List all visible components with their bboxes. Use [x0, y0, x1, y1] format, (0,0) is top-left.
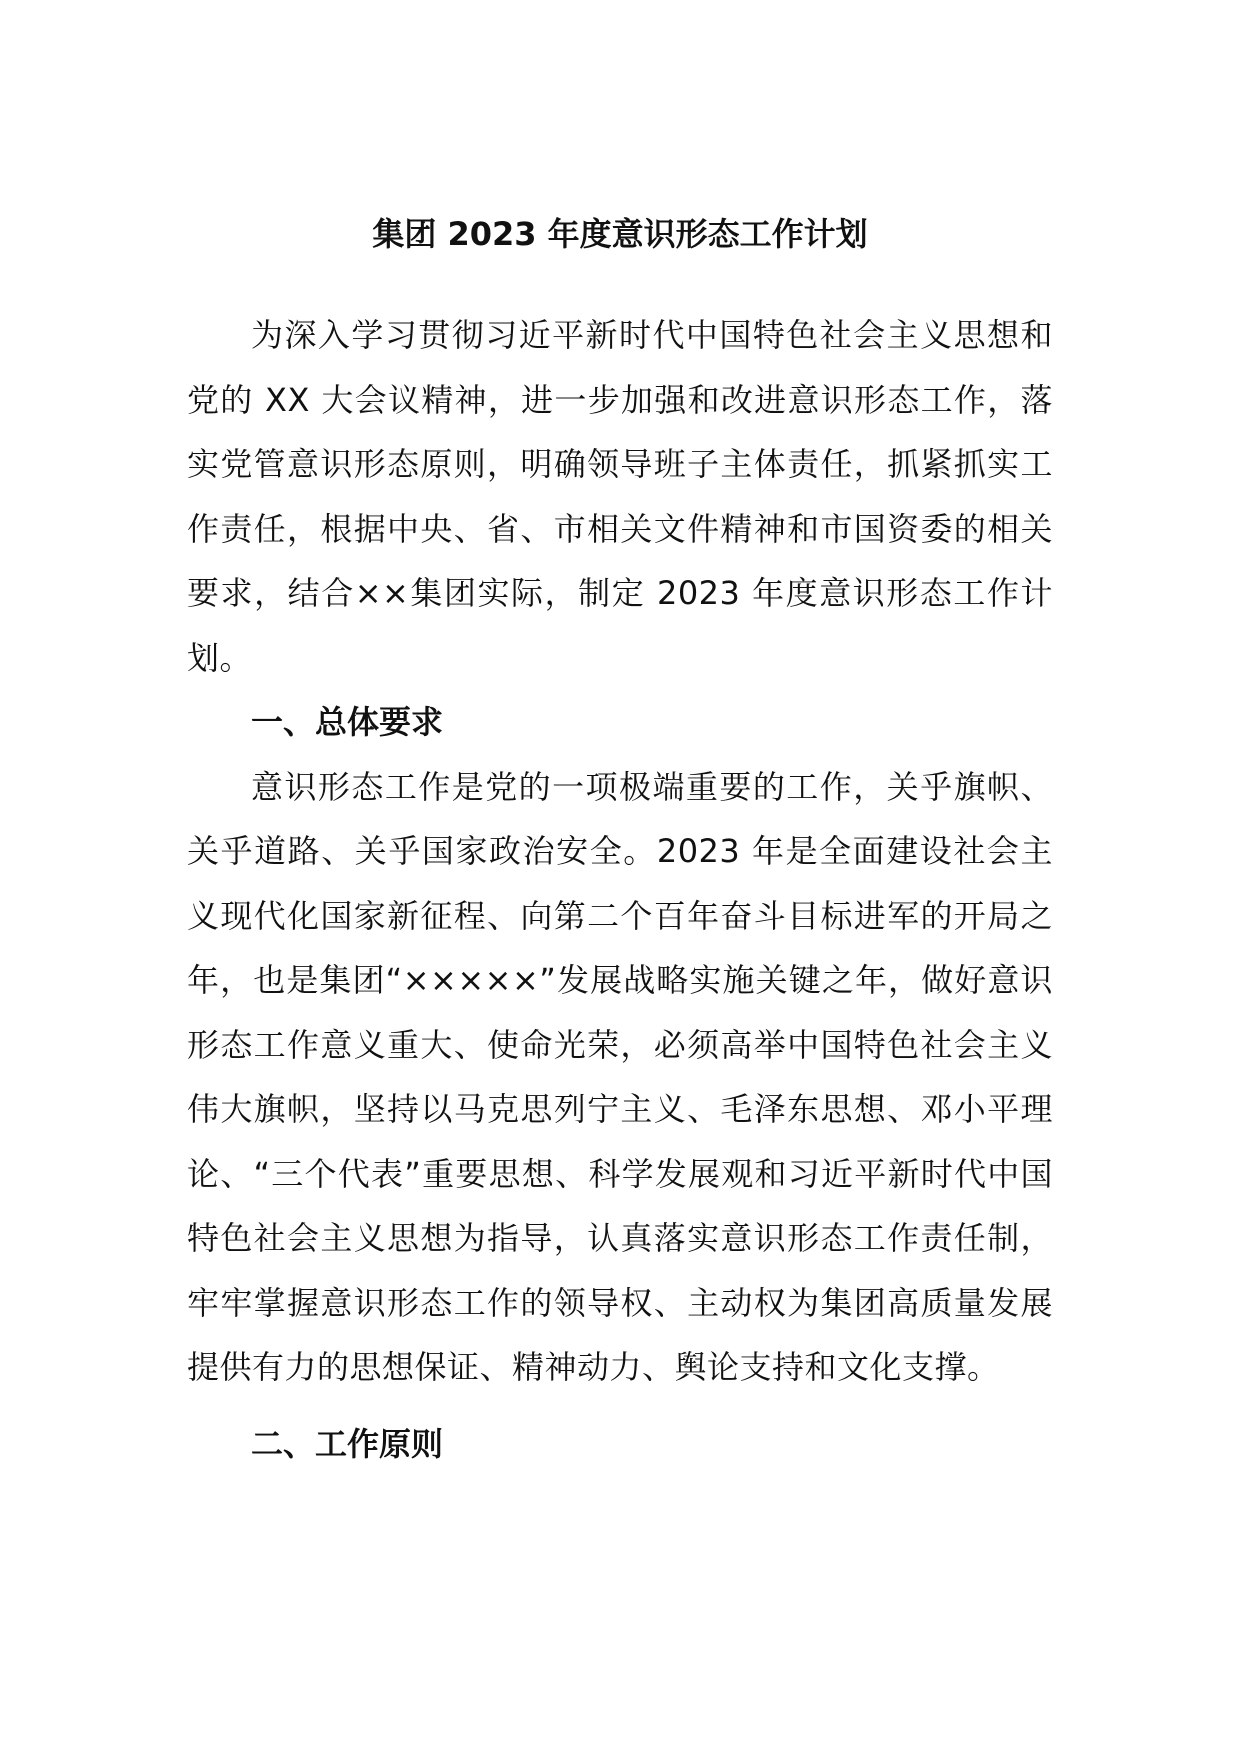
section-paragraph-overall-requirements: 意识形态工作是党的一项极端重要的工作，关乎旗帜、关乎道路、关乎国家政治安全。2023 年是全面建设社会主义现代化国家新征程、向第二个百年奋斗目标进军的开局之年，也是集团“×××××”发展战略实施关键之年，做好意识形态工作意义重大、使命光荣，必须高举中国特色社会主义伟大旗帜，坚持以马克思列宁主义、毛泽东思想、邓小平理论、“三个代表”重要思想、科学发展观和习近平新时代中国特色社会主义思想为指导，认真落实意识形态工作责任制，牢牢掌握意识形态工作的领导权、主动权为集团高质量发展提供有力的思想保证、精神动力、舆论支持和文化支撑。	[187, 767, 1053, 1386]
section-heading-overall-requirements: 一、总体要求	[251, 703, 444, 741]
intro-paragraph: 为深入学习贯彻习近平新时代中国特色社会主义思想和党的 XX 大会议精神，进一步加强和改进意识形态工作，落实党管意识形态原则，明确领导班子主体责任，抓紧抓实工作责任，根据中央、省、市相关文件精神和市国资委的相关要求，结合××集团实际，制定 2023 年度意识形态工作计划。	[187, 316, 1053, 677]
document-body	[187, 303, 1053, 1476]
document-title: 集团 2023 年度意识形态工作计划	[372, 215, 868, 253]
section-heading-work-principles: 二、工作原则	[251, 1424, 444, 1463]
